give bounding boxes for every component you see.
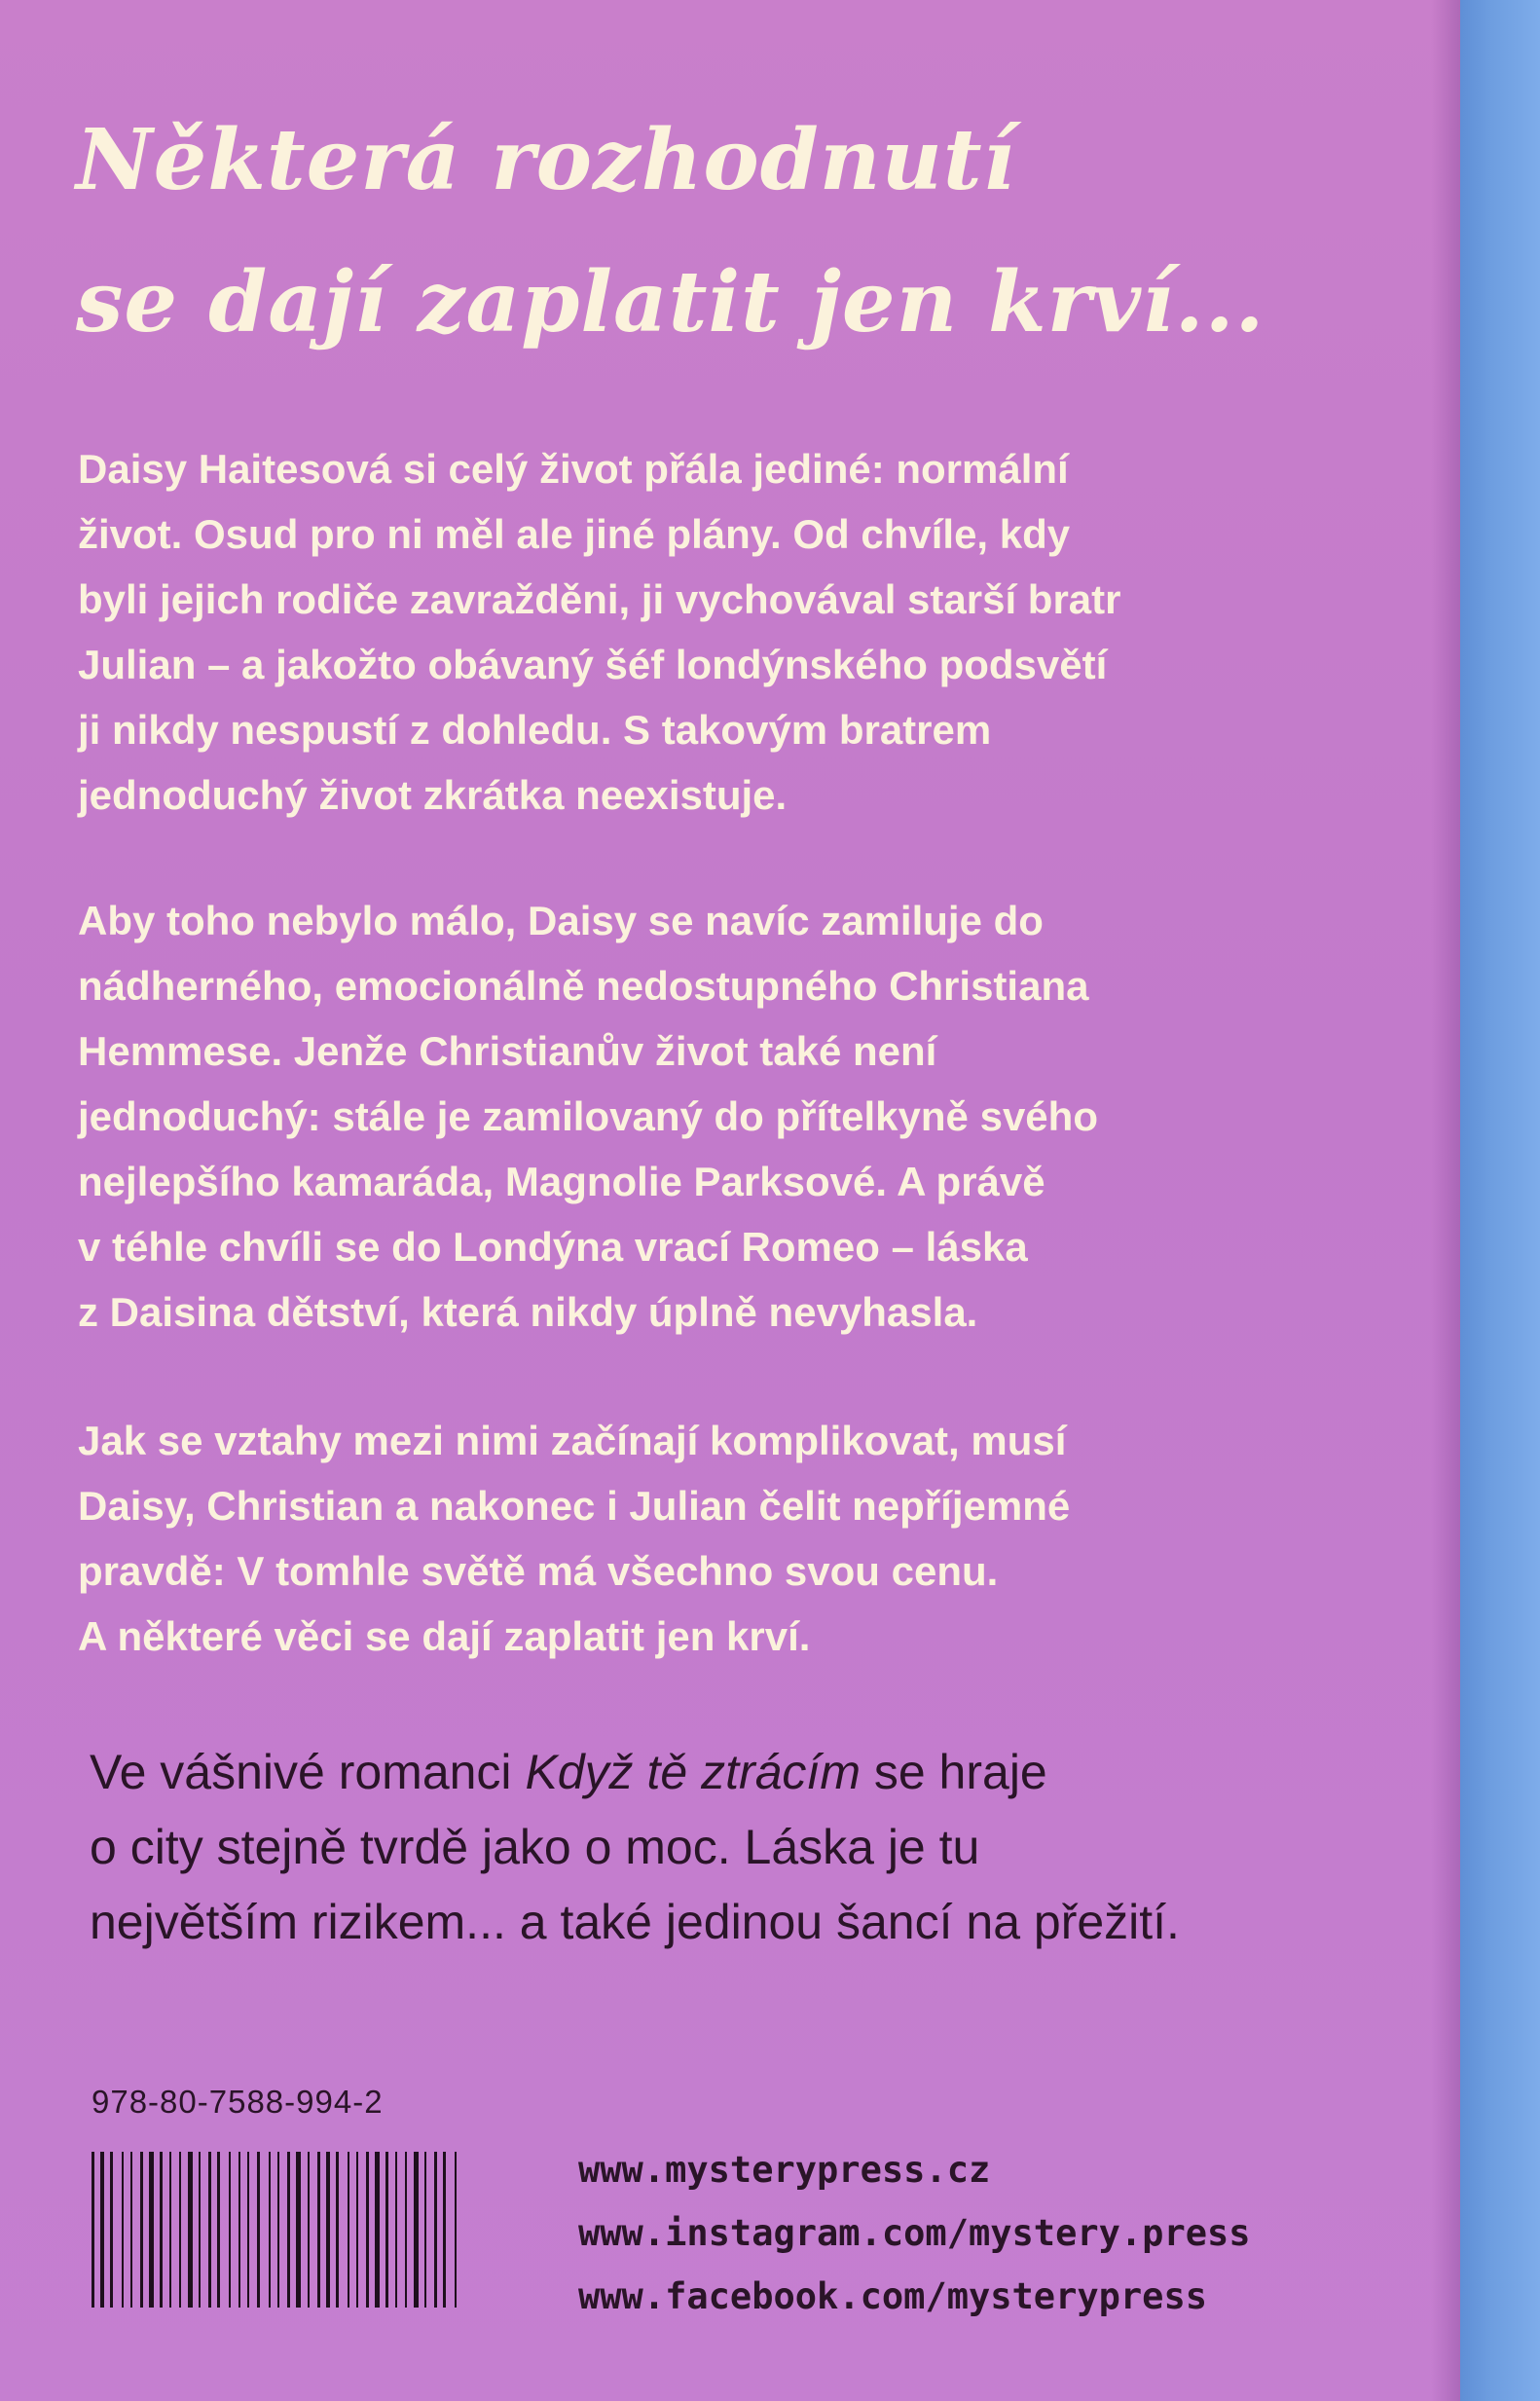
blurb-line: Daisy Haitesová si celý život přála jediné: normální: [78, 446, 1069, 492]
barcode-bar: [308, 2152, 310, 2308]
barcode-bar: [414, 2152, 419, 2308]
blurb-line: nejlepšího kamaráda, Magnolie Parksové. A právě: [78, 1159, 1045, 1204]
barcode-bar: [140, 2152, 143, 2308]
barcode-bar: [296, 2152, 301, 2308]
barcode-bar: [149, 2152, 154, 2308]
blurb-line: jednoduchý život zkrátka neexistuje.: [78, 772, 788, 818]
barcode-bar: [434, 2152, 437, 2308]
blurb-line: Hemmese. Jenže Christianův život také není: [78, 1028, 937, 1074]
barcode-bar: [110, 2152, 113, 2308]
barcode-bar: [130, 2152, 132, 2308]
tagline-text: se hraje: [860, 1745, 1047, 1799]
book-title: Když tě ztrácím: [525, 1745, 861, 1799]
barcode-bar: [179, 2152, 181, 2308]
barcode-bar: [277, 2152, 279, 2308]
barcode-bar: [217, 2152, 220, 2308]
barcode-bar: [229, 2152, 231, 2308]
barcode-bar: [455, 2152, 457, 2308]
blurb-line: Julian – a jakožto obávaný šéf londýnského podsvětí: [78, 642, 1108, 687]
headline: [76, 90, 1400, 374]
barcode-bar: [443, 2152, 446, 2308]
headline-line: se dají zaplatit jen krví...: [76, 253, 1265, 351]
barcode-bar: [269, 2152, 271, 2308]
barcode-bar: [395, 2152, 397, 2308]
barcode-bar: [169, 2152, 171, 2308]
blurb-line: Aby toho nebylo málo, Daisy se navíc zamiluje do: [78, 898, 1044, 943]
tagline-line: [90, 1735, 1452, 1810]
barcode-bar: [92, 2152, 94, 2308]
tagline-text: Ve vášnivé romanci: [90, 1745, 526, 1799]
blurb-line: jednoduchý: stále je zamilovaný do přítelkyně svého: [78, 1093, 1098, 1139]
barcode-bar: [122, 2152, 124, 2308]
barcode-bar: [326, 2152, 330, 2308]
blurb-paragraph-3: [78, 1408, 1402, 1669]
blurb-line: v téhle chvíli se do Londýna vrací Romeo – láska: [78, 1224, 1028, 1270]
blurb-line: nádherného, emocionálně nedostupného Christiana: [78, 963, 1089, 1009]
barcode-bar: [317, 2152, 320, 2308]
barcode-bar: [199, 2152, 201, 2308]
cover-edge-shadow: [1431, 0, 1462, 2401]
blurb-line: Jak se vztahy mezi nimi začínají komplikovat, musí: [78, 1418, 1067, 1463]
blurb-line: byli jejich rodiče zavražděni, ji vychovával starší bratr: [78, 576, 1121, 622]
blurb-line: ji nikdy nespustí z dohledu. S takovým bratrem: [78, 707, 992, 753]
blurb-paragraph-2: [78, 888, 1402, 1345]
website-link[interactable]: www.mysterypress.cz: [578, 2149, 991, 2191]
tagline-line: největším rizikem... a také jedinou šancí na přežití.: [90, 1895, 1180, 1949]
blurb-line: A některé věci se dají zaplatit jen krví.: [78, 1613, 811, 1659]
blurb-line: z Daisina dětství, která nikdy úplně nevyhasla.: [78, 1289, 978, 1335]
facebook-link[interactable]: www.facebook.com/mysterypress: [578, 2275, 1208, 2317]
barcode-bar: [287, 2152, 290, 2308]
barcode-bar: [238, 2152, 240, 2308]
headline-line: Některá rozhodnutí: [76, 111, 1016, 209]
tagline: [90, 1735, 1452, 1960]
barcode-bar: [405, 2152, 407, 2308]
barcode-bar: [257, 2152, 260, 2308]
barcode-bar: [100, 2152, 104, 2308]
barcode-bar: [247, 2152, 249, 2308]
barcode-bar: [366, 2152, 369, 2308]
barcode-bar: [375, 2152, 380, 2308]
blurb-line: pravdě: V tomhle světě má všechno svou cenu.: [78, 1548, 999, 1594]
blurb-paragraph-1: [78, 436, 1402, 828]
barcode-bar: [208, 2152, 211, 2308]
isbn-number: 978-80-7588-994-2: [92, 2084, 384, 2120]
blurb-line: Daisy, Christian a nakonec i Julian čelit nepříjemné: [78, 1483, 1071, 1529]
blurb-line: život. Osud pro ni měl ale jiné plány. Od chvíle, kdy: [78, 511, 1071, 557]
barcode-bar: [348, 2152, 349, 2308]
barcode-icon: [92, 2152, 461, 2308]
tagline-line: o city stejně tvrdě jako o moc. Láska je tu: [90, 1820, 980, 1874]
barcode-bar: [385, 2152, 388, 2308]
barcode-bar: [160, 2152, 163, 2308]
book-spine: [1460, 0, 1540, 2401]
barcode-bar: [336, 2152, 339, 2308]
barcode-bar: [188, 2152, 193, 2308]
barcode-bar: [356, 2152, 358, 2308]
instagram-link[interactable]: www.instagram.com/mystery.press: [578, 2212, 1251, 2254]
barcode-bar: [424, 2152, 426, 2308]
publisher-links: [578, 2138, 1251, 2328]
